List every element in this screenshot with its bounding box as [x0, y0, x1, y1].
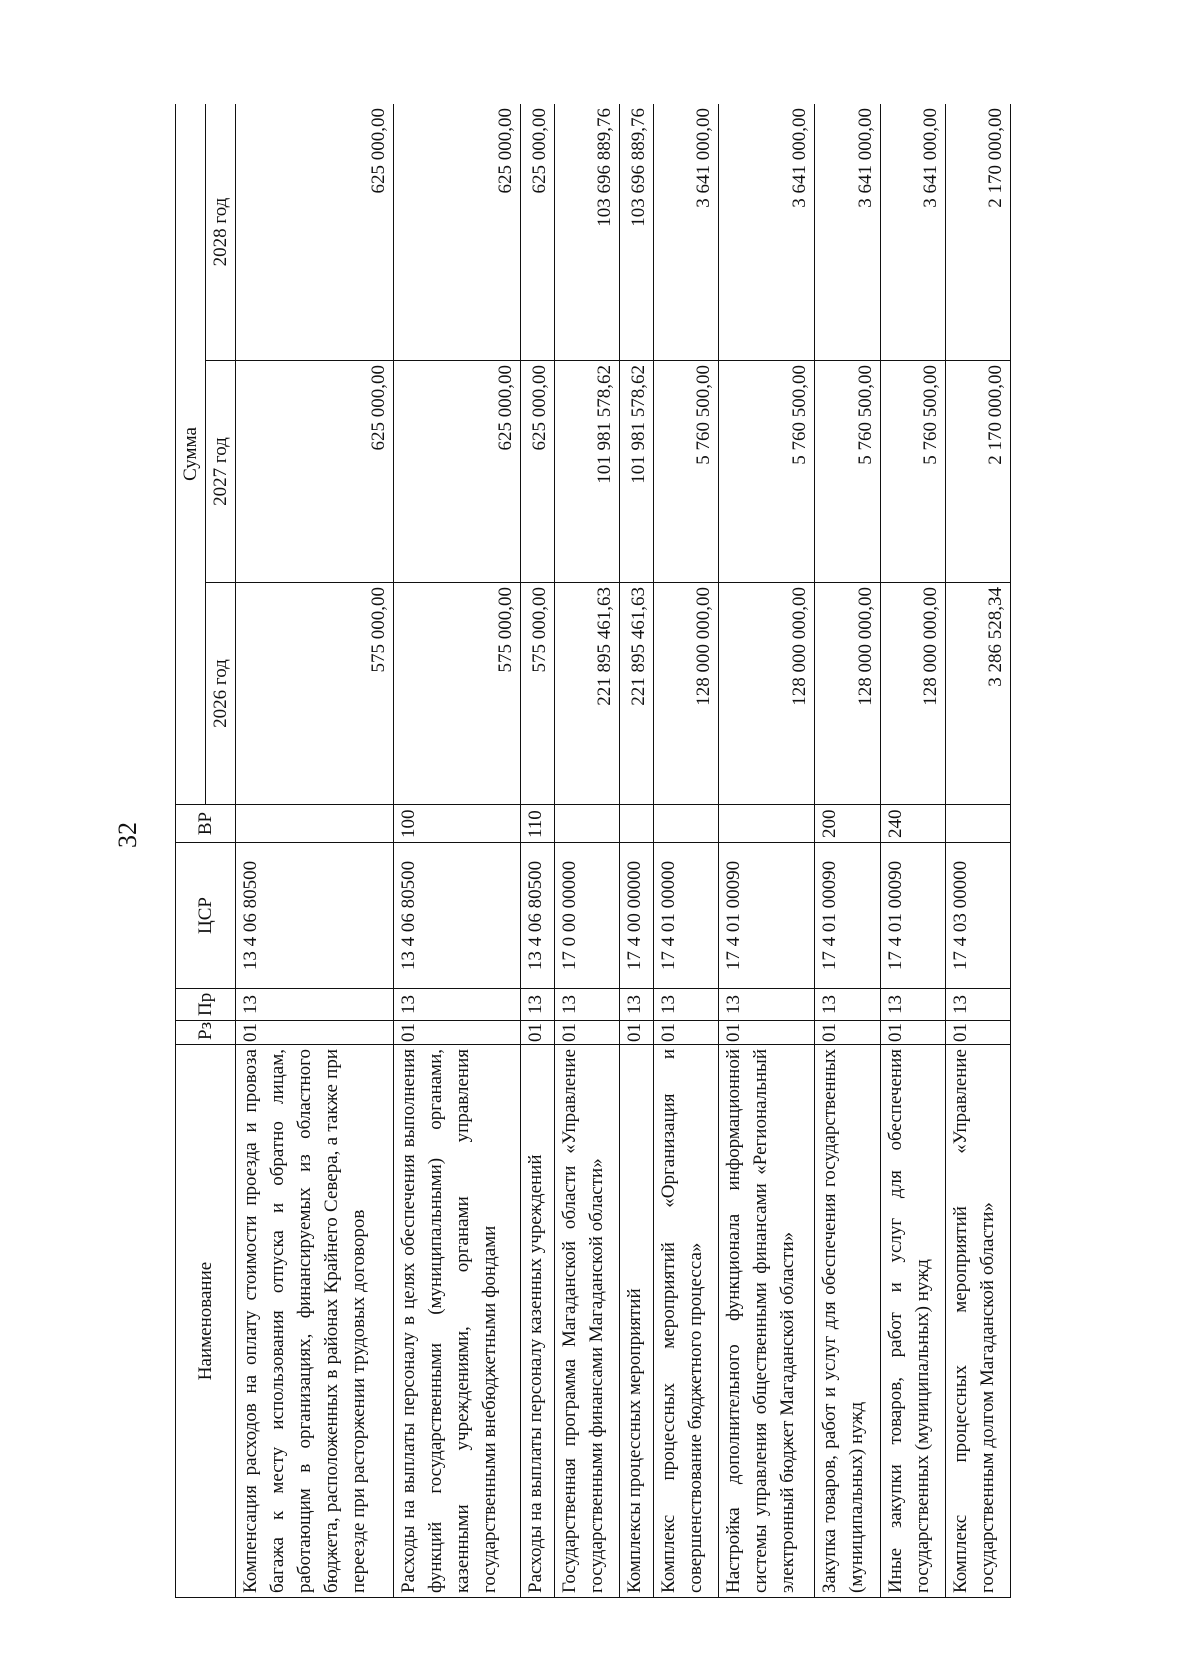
table-body: [236, 104, 1011, 1598]
row-amount-2027: 625 000,00: [520, 361, 554, 583]
row-pr: 13: [815, 989, 880, 1021]
row-amount-2027: 5 760 500,00: [654, 361, 719, 583]
row-name: Государственная программа Магаданской области «Управление государственными финансами Магаданской области»: [554, 1045, 619, 1598]
row-amount-2027: 5 760 500,00: [815, 361, 880, 583]
row-amount-2028: 625 000,00: [393, 104, 520, 361]
row-name: Комплекс процессных мероприятий «Управление государственным долгом Магаданской области»: [945, 1045, 1010, 1598]
row-amount-2027: 625 000,00: [393, 361, 520, 583]
row-pr: 13: [236, 989, 394, 1021]
row-csr: 13 4 06 80500: [520, 843, 554, 989]
header-vr: ВР: [176, 805, 236, 843]
row-amount-2028: 3 641 000,00: [654, 104, 719, 361]
row-vr: 200: [815, 805, 880, 843]
row-pr: 13: [554, 989, 619, 1021]
row-amount-2027: 625 000,00: [236, 361, 394, 583]
header-csr: ЦСР: [176, 843, 236, 989]
row-name: Настройка дополнительного функционала информационной системы управления общественными финансами «Региональный электронный бюджет Магаданской области»: [719, 1045, 815, 1598]
header-name: Наименование: [176, 1045, 236, 1598]
row-amount-2026: 3 286 528,34: [945, 583, 1010, 805]
row-csr: 17 4 03 00000: [945, 843, 1010, 989]
row-rz: 01: [554, 1021, 619, 1045]
row-pr: 13: [393, 989, 520, 1021]
row-amount-2027: 101 981 578,62: [554, 361, 619, 583]
header-2027: 2027 год: [206, 361, 236, 583]
row-csr: 17 0 00 00000: [554, 843, 619, 989]
row-vr: [719, 805, 815, 843]
row-rz: 01: [945, 1021, 1010, 1045]
row-name: Расходы на выплаты персоналу казенных учреждений: [520, 1045, 554, 1598]
header-rz: Рз: [176, 1021, 236, 1045]
row-amount-2027: 101 981 578,62: [620, 361, 654, 583]
table-row: [554, 104, 619, 1598]
row-vr: [945, 805, 1010, 843]
row-amount-2027: 2 170 000,00: [945, 361, 1010, 583]
row-amount-2028: 3 641 000,00: [880, 104, 945, 361]
row-pr: 13: [620, 989, 654, 1021]
header-2028: 2028 год: [206, 104, 236, 361]
budget-table: [175, 104, 1011, 1598]
header-pr: Пр: [176, 989, 236, 1021]
row-csr: 17 4 01 00000: [654, 843, 719, 989]
table-row: [236, 104, 394, 1598]
row-amount-2026: 221 895 461,63: [620, 583, 654, 805]
row-amount-2028: 3 641 000,00: [815, 104, 880, 361]
table-row: [654, 104, 719, 1598]
row-pr: 13: [654, 989, 719, 1021]
row-amount-2027: 5 760 500,00: [880, 361, 945, 583]
row-amount-2026: 128 000 000,00: [880, 583, 945, 805]
row-amount-2028: 103 696 889,76: [620, 104, 654, 361]
row-pr: 13: [520, 989, 554, 1021]
row-vr: 240: [880, 805, 945, 843]
row-csr: 17 4 00 00000: [620, 843, 654, 989]
row-csr: 13 4 06 80500: [236, 843, 394, 989]
row-rz: 01: [880, 1021, 945, 1045]
header-sum: Сумма: [176, 104, 206, 805]
table-row: [520, 104, 554, 1598]
row-amount-2026: 221 895 461,63: [554, 583, 619, 805]
row-csr: 17 4 01 00090: [880, 843, 945, 989]
row-rz: 01: [520, 1021, 554, 1045]
row-amount-2028: 625 000,00: [520, 104, 554, 361]
row-amount-2026: 575 000,00: [236, 583, 394, 805]
row-csr: 17 4 01 00090: [815, 843, 880, 989]
table-row: [620, 104, 654, 1598]
row-name: Комплекс процессных мероприятий «Организация и совершенствование бюджетного процесса»: [654, 1045, 719, 1598]
row-amount-2028: 3 641 000,00: [719, 104, 815, 361]
row-amount-2026: 128 000 000,00: [654, 583, 719, 805]
row-name: Комплексы процессных мероприятий: [620, 1045, 654, 1598]
header-2026: 2026 год: [206, 583, 236, 805]
row-csr: 17 4 01 00090: [719, 843, 815, 989]
row-amount-2026: 128 000 000,00: [815, 583, 880, 805]
row-csr: 13 4 06 80500: [393, 843, 520, 989]
row-rz: 01: [393, 1021, 520, 1045]
table-row: [815, 104, 880, 1598]
row-name: Закупка товаров, работ и услуг для обеспечения государственных (муниципальных) нужд: [815, 1045, 880, 1598]
row-name: Компенсация расходов на оплату стоимости проезда и провоза багажа к месту использования отпуска и обратно лицам, работающим в организациях, финансируемых из областного бюджета, расположенных в районах Крайнего Севера, а также при переезде при расторжении трудовых договоров: [236, 1045, 394, 1598]
row-vr: [554, 805, 619, 843]
table-row: [945, 104, 1010, 1598]
row-amount-2028: 2 170 000,00: [945, 104, 1010, 361]
row-vr: [620, 805, 654, 843]
row-pr: 13: [719, 989, 815, 1021]
row-name: Иные закупки товаров, работ и услуг для обеспечения государственных (муниципальных) нужд: [880, 1045, 945, 1598]
table-wrapper: [175, 104, 1011, 1598]
table-row: [880, 104, 945, 1598]
table-row: [719, 104, 815, 1598]
row-rz: 01: [620, 1021, 654, 1045]
row-amount-2028: 625 000,00: [236, 104, 394, 361]
row-vr: [654, 805, 719, 843]
row-pr: 13: [880, 989, 945, 1021]
row-rz: 01: [236, 1021, 394, 1045]
table-row: [393, 104, 520, 1598]
row-vr: 110: [520, 805, 554, 843]
row-amount-2026: 575 000,00: [393, 583, 520, 805]
row-vr: [236, 805, 394, 843]
row-rz: 01: [719, 1021, 815, 1045]
row-pr: 13: [945, 989, 1010, 1021]
row-rz: 01: [654, 1021, 719, 1045]
row-amount-2026: 128 000 000,00: [719, 583, 815, 805]
row-rz: 01: [815, 1021, 880, 1045]
row-vr: 100: [393, 805, 520, 843]
row-amount-2027: 5 760 500,00: [719, 361, 815, 583]
row-amount-2028: 103 696 889,76: [554, 104, 619, 361]
row-amount-2026: 575 000,00: [520, 583, 554, 805]
row-name: Расходы на выплаты персоналу в целях обеспечения выполнения функций государственными (муниципальными) органами, казенными учреждениями, органами управления государственными внебюджетными фондами: [393, 1045, 520, 1598]
page-number: 32: [113, 822, 142, 848]
